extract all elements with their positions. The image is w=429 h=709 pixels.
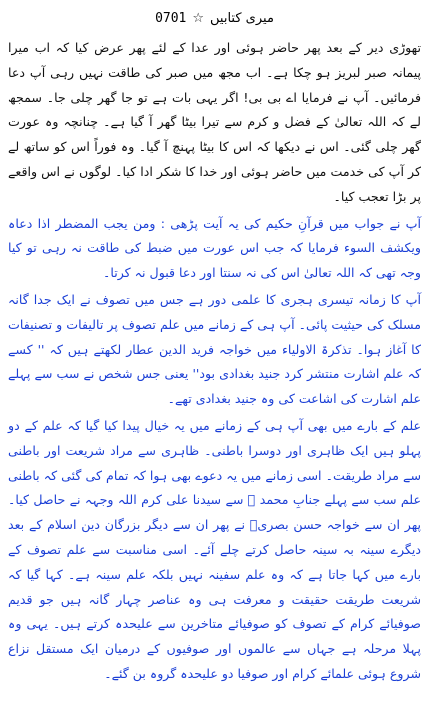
paragraph-3: آپ کا زمانہ تیسری ہجری کا علمی دور ہے جس میں تصوف نے ایک جدا گانہ مسلک کی حیثیت پائی۔ آپ ہی کے زمانے میں علم تصوف پر تالیفات و تصنیفات کا آغاز ہوا۔ تذکرۃ الاولیاء میں خواجہ فرید الدین عطار لکھتے ہیں کہ '' کسے کہ علم اشارت منتشر کرد جنید بغدادی بود'' یعنی جس شخص نے سب سے پہلے علم اشارت کی اشاعت کی وہ جنید بغدادی تھے۔ [8,291,421,407]
page-title: میری کتابیں [210,10,274,26]
paragraph-1: تھوڑی دیر کے بعد پھر حاضر ہوئی اور عدا کے لئے پھر عرض کیا کہ اب میرا پیمانہ صبر لبریز ہو چکا ہے۔ اب مجھ میں صبر کی طاقت نہیں رہی آپ دعا فرمائیں۔ آپ نے فرمایا اے بی بی! اگر یہی بات ہے تو جا گھر چلی جا۔ سمجھ لے کہ اللہ تعالیٰ کے فضل و کرم سے تیرا بیٹا گھر آ گیا ہے۔ چنانچہ وہ عورت گھر چلی گئی۔ اس نے دیکھا کہ اس کا بیٹا پہنچ آ گیا۔ وہ فوراً اس کو ساتھ لے کر آپ کی خدمت میں حاضر ہوئی اور خدا کا شکر ادا کیا۔ لوگوں نے اس واقعے پر بڑا تعجب کیا۔ [8,40,421,204]
paragraph-2: آپ نے جواب میں قرآنِ حکیم کی یہ آیت پڑھی : ومن یجب المضطر اذا دعاہ ویکشف السوء فرمایا کہ جب اس عورت میں ضبط کی طاقت نہ رہی تو کیا وجہ تھی کہ اللہ تعالیٰ اس کی نہ سنتا اور دعا قبول نہ کرتا۔ [8,215,421,281]
page-number: 0701 [155,10,187,26]
document-body [8,36,421,687]
paragraph-4: علم کے بارے میں بھی آپ ہی کے زمانے میں یہ خیال پیدا کیا گیا کہ علم کے دو پہلو ہیں ایک ظاہری اور دوسرا باطنی۔ ظاہری سے مراد شریعت اور باطنی سے مراد طریقت۔ اسی زمانے میں یہ دعوے بھی ہوا کہ تمام کی گئی کہ باطنی علم سب سے پہلے جنابِ محمد ﷺ سے سیدنا علی کرم اللہ وجہہ نے حاصل کیا۔ پھر ان سے خواجہ حسن بصریؒ نے پھر ان سے دیگر بزرگان دین اسلام کے بعد دیگرے سینہ بہ سینہ حاصل کرتے چلے آئے۔ اسی مناسبت سے علم تصوف کے بارے میں کہا جاتا ہے کہ وہ علم سفینہ نہیں بلکہ علم سینہ ہے۔ کہا گیا کہ شریعت طریقت حقیقت و معرفت ہی وہ عناصر چہار گانہ ہیں جو قدیم صوفیائے کرام کے تصوف کو صوفیائے متاخرین سے علیحدہ کرتے ہیں۔ یہی وہ پہلا مرحلہ ہے جہاں سے عالموں اور صوفیوں کے درمیان ایک مستقل نزاع شروع ہوئی علمائے کرام اور صوفیا دو علیحدہ گروہ بن گئے۔ [8,417,421,681]
star-icon: ☆ [192,10,205,26]
page-header [8,8,421,28]
